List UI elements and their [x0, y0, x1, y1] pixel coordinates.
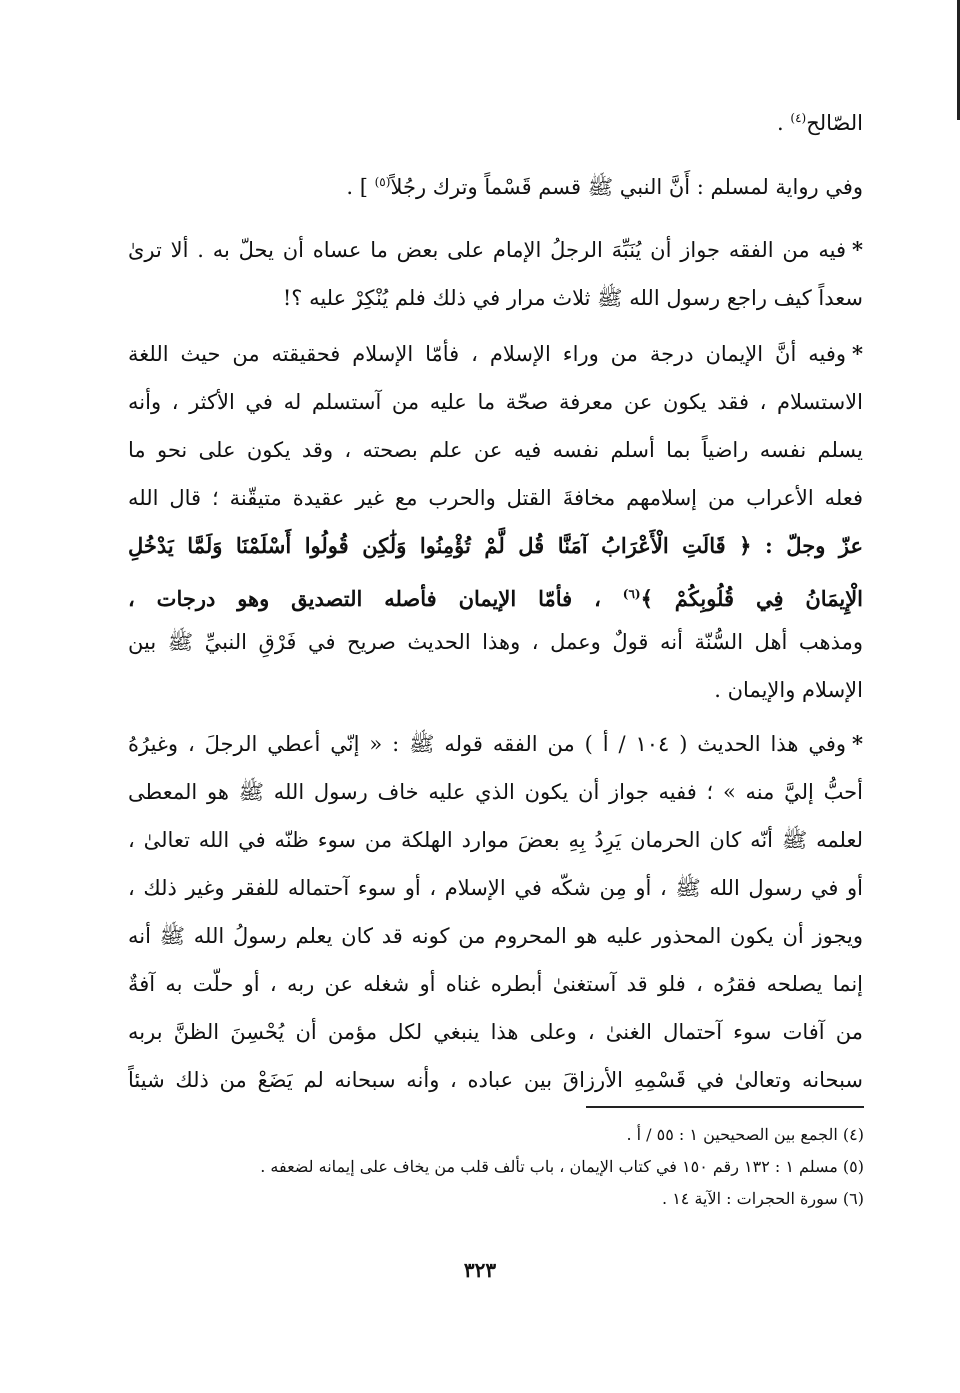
line-text: الصّالح: [806, 111, 863, 135]
line-text: ويجوز أن يكون المحذور عليه هو المحروم من كونه قد كان يعلم رسولُ الله ﷺ أنه: [128, 924, 863, 948]
text-line: [128, 474, 863, 522]
bullet-marker: *: [852, 341, 863, 366]
line-text: لعلمه ﷺ أنّه كان الحرمان يَرِدُ بِهِ بعضَ موارد الهلكة من سوء ظنّه في الله تعالىٰ ،: [128, 828, 863, 852]
line-text: سبحانه وتعالىٰ في قَسْمِهِ الأرزاقَ بين عباده ، وأنه سبحانه لم يَضَعْ من ذلك شيئاً: [128, 1068, 863, 1092]
text-line: [128, 1008, 863, 1056]
line-text: إنما يصلحه فقرُه ، فلو قد آستغنىٰ أبطره غناه أو شغله عن ربه ، أو حلّت به آفةٌ: [128, 972, 863, 996]
line-text: الْإِيمَانُ فِي قُلُوبِكُمْ ﴾: [640, 586, 863, 611]
line-text: وفي رواية لمسلم : أَنَّ النبي ﷺ قسم قَسْماً وترك رجُلاً: [390, 175, 863, 199]
line-tail: ] .: [346, 175, 375, 199]
line-text: أو في رسول الله ﷺ ، أو مِن شكّه في الإسلام ، أو سوء آحتماله للفقر وغير ذلك ،: [128, 876, 863, 900]
bullet-marker: *: [852, 237, 863, 262]
line-text: من آفات سوء آحتمال الغنىٰ ، وعلى هذا ينبغي لكل مؤمن أن يُحْسِنَ الظنَّ بربه: [128, 1020, 863, 1044]
text-line: [128, 666, 863, 714]
line-tail: .: [777, 111, 791, 135]
line-text: فيه من الفقه جواز أن يُنَبِّهَ الرجلُ الإمام على بعض ما عساه أن يحلّ به . ألا ترىٰ: [128, 238, 847, 262]
footnote-6: (٦) سورة الحجرات : الآية ١٤ .: [662, 1189, 864, 1208]
text-line: [128, 864, 863, 912]
footnote-divider: [586, 1106, 864, 1108]
line-tail: ، فأمّا الإيمان فأصله التصديق وهو درجات ،: [128, 586, 623, 611]
page-number: ٣٢٣: [463, 1258, 497, 1282]
bullet-marker: *: [852, 731, 863, 756]
footnote-4: (٤) الجمع بين الصحيحين ١ : ٥٥ / أ .: [626, 1125, 864, 1144]
text-line: [128, 330, 863, 378]
footnote-5: (٥) مسلم ١ : ١٣٢ رقم ١٥٠ في كتاب الإيمان ، باب تألف قلب من يخاف على إيمانه لضعفه .: [260, 1157, 864, 1176]
text-line: [128, 1056, 863, 1104]
footnote-ref: (٥): [374, 175, 391, 189]
text-line: [128, 94, 863, 142]
line-text: وفيه أنَّ الإيمان درجة من وراء الإسلام ، فأمّا الإسلام فحقيقته من حيث اللغة: [128, 342, 847, 366]
text-line: [128, 570, 863, 618]
footnote-ref: (٤): [790, 111, 807, 125]
text-line: [128, 426, 863, 474]
text-line: [128, 720, 863, 768]
line-text: ومذهب أهل السُّنّة أنه قولٌ وعمل ، وهذا الحديث صريح في فَرْقِ النبيِّ ﷺ بين: [128, 630, 863, 654]
text-line: [128, 768, 863, 816]
text-line: [128, 226, 863, 274]
line-text: عزّ وجلّ : ﴿ قَالَتِ الْأَعْرَابُ آمَنَّا قُل لَّمْ تُؤْمِنُوا وَلَٰكِن قُولُوا أَسْلَمْنَا وَلَمَّا يَدْخُلِ: [128, 533, 863, 558]
footnote-ref: (٦): [622, 587, 641, 601]
text-line: [128, 378, 863, 426]
text-line: [128, 522, 863, 570]
text-line: [128, 960, 863, 1008]
line-text: يسلم نفسه راضياً بما أسلم نفسه فيه عن علم بصحته ، وقد يكون على نحو ما: [128, 438, 863, 462]
text-line: [128, 912, 863, 960]
line-text: فعله الأعراب من إسلامهم مخافةَ القتل والحرب مع غير عقيدة متيقّنة ؛ قال الله: [128, 486, 863, 510]
line-text: الاستسلام ، فقد يكون عن معرفة صحّة ما عليه من آستسلم له في الأكثر ، وأنه: [128, 390, 863, 414]
text-line: [128, 274, 863, 322]
text-line: [128, 618, 863, 666]
text-line: [128, 816, 863, 864]
line-text: الإسلام والإيمان .: [714, 678, 863, 702]
line-text: سعداً كيف راجع رسول الله ﷺ ثلاث مرار في ذلك فلم يُنْكِرْ عليه ؟!: [282, 286, 863, 310]
line-text: وفي هذا الحديث ( ١٠٤ / أ ) من الفقه قوله ﷺ : « إنّي أعطي الرجلَ ، وغيرُهُ: [128, 732, 846, 756]
text-line: [128, 158, 863, 206]
line-text: أحبُّ إليَّ منه » ؛ ففيه جواز أن يكون الذي عليه خاف رسول الله ﷺ هو المعطى: [128, 780, 863, 804]
